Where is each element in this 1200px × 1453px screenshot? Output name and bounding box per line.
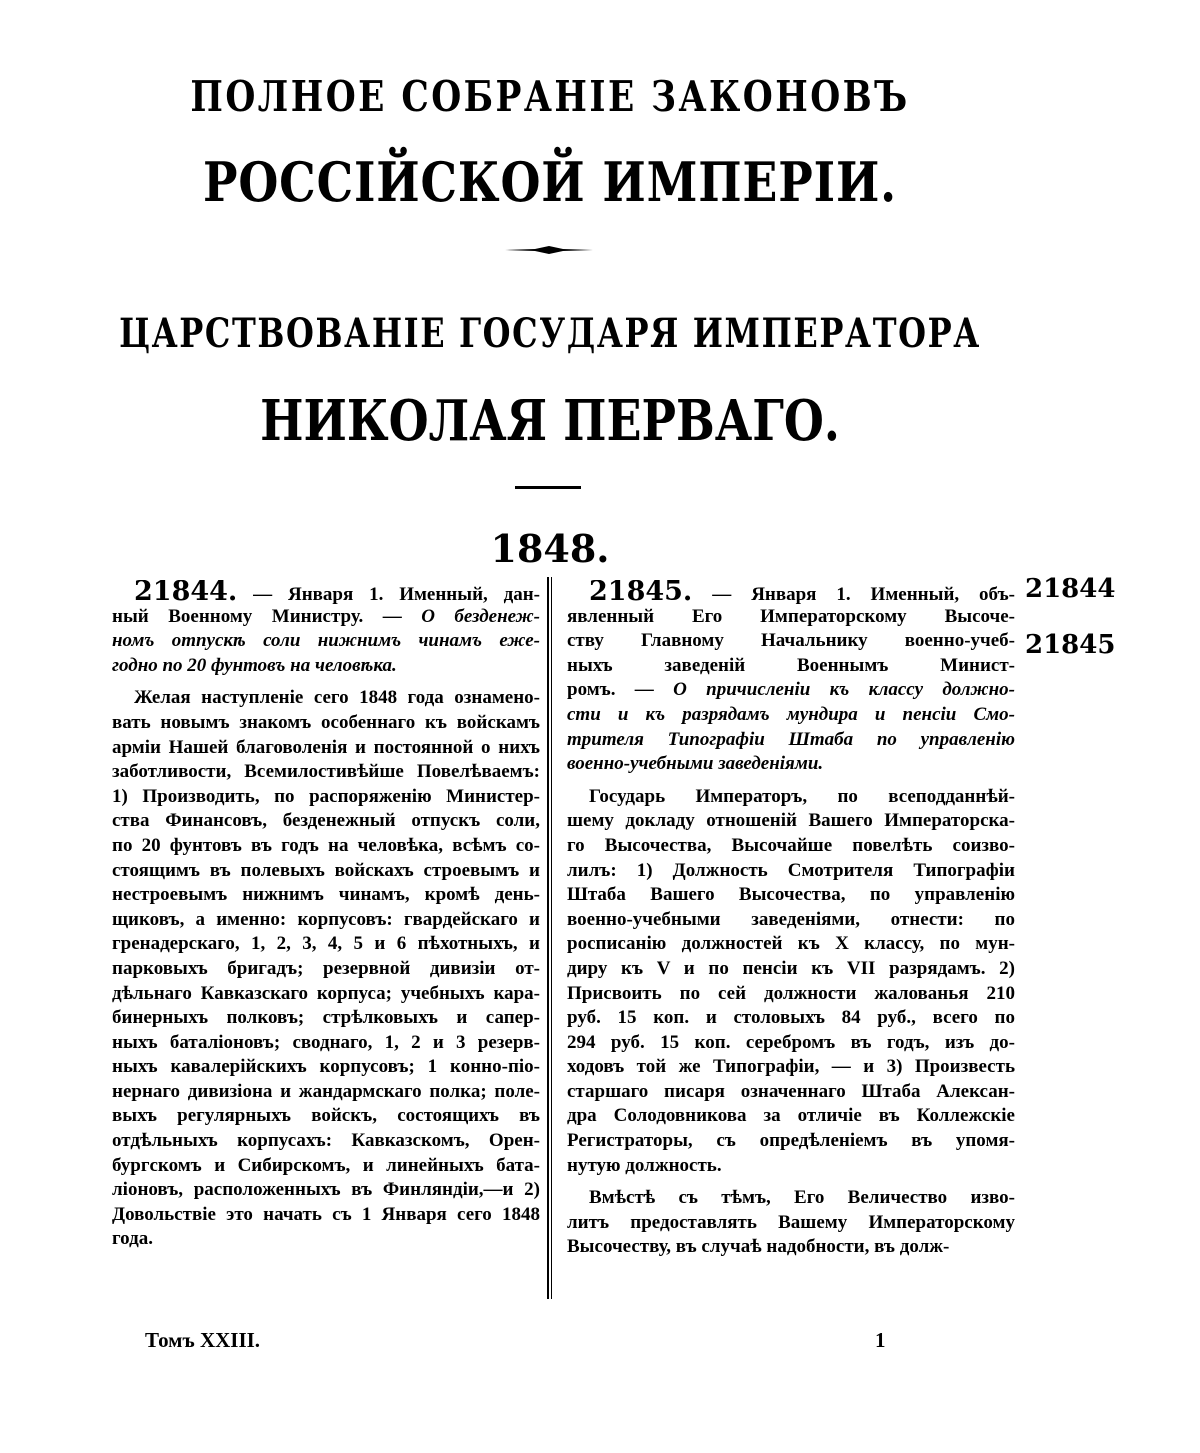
text-line: щиковъ, а именно: корпусовъ: гвардейскаго и (112, 908, 540, 930)
act-number: 21844. (134, 580, 238, 605)
short-rule (515, 486, 581, 489)
paragraph (567, 1186, 1015, 1260)
heading-line (112, 605, 540, 630)
text-line: старшаго писаря означеннаго Штаба Алексан- (567, 1080, 1015, 1102)
act-number: 21845. (589, 580, 693, 605)
collection-title: ПОЛНОЕ СОБРАНІЕ ЗАКОНОВЪ (190, 72, 910, 121)
text-line: заботливости, Всемилостивѣйше Повелѣваемъ: (112, 761, 540, 783)
heading-summary: годно по 20 фунтовъ на человѣка. (112, 654, 397, 676)
text-line: нернаго дивизіона и жандармскаго полка; поле- (112, 1080, 540, 1102)
text-line: Довольствіе это начать съ 1 Января сего 1848 (112, 1203, 540, 1225)
heading-text: ромъ. — (567, 679, 674, 701)
page-number: 1 (875, 1328, 886, 1352)
heading-line (112, 580, 540, 605)
text-line: парковыхъ бригадъ; резервной дивизіи от- (112, 957, 540, 979)
heading-text: — Января 1. Именный, дан- (237, 584, 540, 605)
year-heading: 1848. (490, 526, 610, 571)
text-line: лилъ: 1) Должность Смотрителя Типографіи (567, 859, 1015, 881)
heading-line (567, 605, 1015, 630)
text-line: 1) Производить, по распоряженію Министер- (112, 785, 540, 807)
heading-line (567, 654, 1015, 679)
text-line: арміи Нашей благоволенія и постоянной о нихъ (112, 736, 540, 758)
text-line: дра Солодовникова за отличіе въ Коллежскіе (567, 1105, 1015, 1127)
emperor-name: НИКОЛАЯ ПЕРВАГО. (260, 388, 840, 454)
margin-number: 21844 (1025, 574, 1116, 604)
column-divider (547, 577, 552, 1299)
text-line: росписанію должностей къ X классу, по мун- (567, 933, 1015, 955)
text-line: нутую должность. (567, 1154, 722, 1176)
text-line: ныхъ кавалерійскихъ корпусовъ; 1 конно-піо- (112, 1056, 540, 1078)
paragraph (112, 686, 540, 1252)
text-line: Желая наступленіе сего 1848 года ознамено- (134, 687, 540, 709)
heading-summary: военно-учебными заведеніями. (567, 753, 824, 775)
text-line: го Высочества, Высочайше повелѣть соизво- (567, 834, 1015, 856)
heading-line (567, 728, 1015, 753)
empire-title: РОССІЙСКОЙ ИМПЕРІИ. (202, 150, 897, 214)
heading-text: ныхъ заведеній Военнымъ Минист- (567, 654, 1015, 676)
text-line: вать новымъ знакомъ особеннаго къ войскамъ (112, 711, 540, 733)
text-line: нестроевымъ нижнимъ чинамъ, кромѣ день- (112, 884, 540, 906)
heading-line (567, 580, 1015, 605)
text-line: ныхъ баталіоновъ; своднаго, 1, 2 и 3 резерв- (112, 1031, 540, 1053)
text-line: бинерныхъ полковъ; стрѣлковыхъ и сапер- (112, 1007, 540, 1029)
heading-line (112, 629, 540, 654)
text-line: Штаба Вашего Высочества, по управленію (567, 884, 1015, 906)
heading-summary: О причисленіи къ классу должно- (673, 679, 1015, 701)
text-line: ліоновъ, расположенныхъ въ Финляндіи,—и 2) (112, 1179, 540, 1201)
text-line: диру къ V и по пенсіи къ VII разрядамъ. 2) (567, 957, 1015, 979)
heading-line (567, 752, 1015, 777)
heading-summary: сти и къ разрядамъ мундира и пенсіи Смо- (567, 703, 1015, 725)
text-line: дѣльнаго Кавказскаго корпуса; учебныхъ кара- (112, 982, 540, 1004)
text-line: Регистраторы, съ опредѣленіемъ въ упомя- (567, 1130, 1015, 1152)
right-column (567, 580, 1015, 1260)
text-line: ства Финансовъ, безденежный отпускъ соли, (112, 810, 540, 832)
text-line: руб. 15 коп. и столовыхъ 84 руб., всего по (567, 1007, 1015, 1029)
heading-summary: номъ отпускѣ соли нижнимъ чинамъ еже- (112, 630, 540, 652)
text-line: литъ предоставлять Вашему Императорскому (567, 1211, 1015, 1233)
paragraph (567, 785, 1015, 1179)
text-line: бургскомъ и Сибирскомъ, и линейныхъ бата- (112, 1154, 540, 1176)
text-line: 294 руб. 15 коп. серебромъ въ годъ, изъ до- (567, 1031, 1015, 1053)
text-line: Вмѣстѣ съ тѣмъ, Его Величество изво- (589, 1187, 1015, 1209)
text-line: шему докладу отношеній Вашего Императорска- (567, 810, 1015, 832)
heading-line (112, 654, 540, 679)
heading-line (567, 703, 1015, 728)
text-line: Государь Императоръ, по всеподданнѣй- (589, 785, 1015, 807)
text-line: военно-учебными заведеніями, отнести: по (567, 908, 1015, 930)
heading-summary: О безденеж- (421, 605, 540, 627)
heading-line (567, 629, 1015, 654)
text-line: отдѣльныхъ корпусахъ: Кавказскомъ, Орен- (112, 1130, 540, 1152)
ornament-divider (505, 246, 593, 254)
heading-text: ный Военному Министру. — (112, 605, 422, 627)
text-line: стоящимъ въ полевыхъ войскахъ строевымъ и (112, 859, 540, 881)
margin-number: 21845 (1025, 630, 1116, 660)
heading-line (567, 678, 1015, 703)
reign-heading: ЦАРСТВОВАНІЕ ГОСУДАРЯ ИМПЕРАТОРА (119, 310, 981, 357)
text-line: Присвоить по сей должности жалованья 210 (567, 982, 1015, 1004)
heading-text: явленный Его Императорскому Высоче- (567, 605, 1015, 627)
text-line: ходовъ той же Типографіи, — и 3) Произвесть (567, 1056, 1015, 1078)
text-line: Высочеству, въ случаѣ надобности, въ долж- (567, 1236, 950, 1258)
text-line: выхъ регулярныхъ войскъ, состоящихъ въ (112, 1105, 540, 1127)
heading-text: — Января 1. Именный, объ- (692, 584, 1015, 605)
text-line: года. (112, 1228, 153, 1250)
volume-label: Томъ XXIII. (145, 1328, 261, 1352)
heading-text: ству Главному Начальнику военно-учеб- (567, 630, 1015, 652)
left-column (112, 580, 540, 1252)
text-line: гренадерскаго, 1, 2, 3, 4, 5 и 6 пѣхотныхъ, и (112, 933, 540, 955)
heading-summary: трителя Типографіи Штаба по управленію (567, 728, 1015, 750)
text-line: по 20 фунтовъ въ годъ на человѣка, всѣмъ со- (112, 834, 540, 856)
